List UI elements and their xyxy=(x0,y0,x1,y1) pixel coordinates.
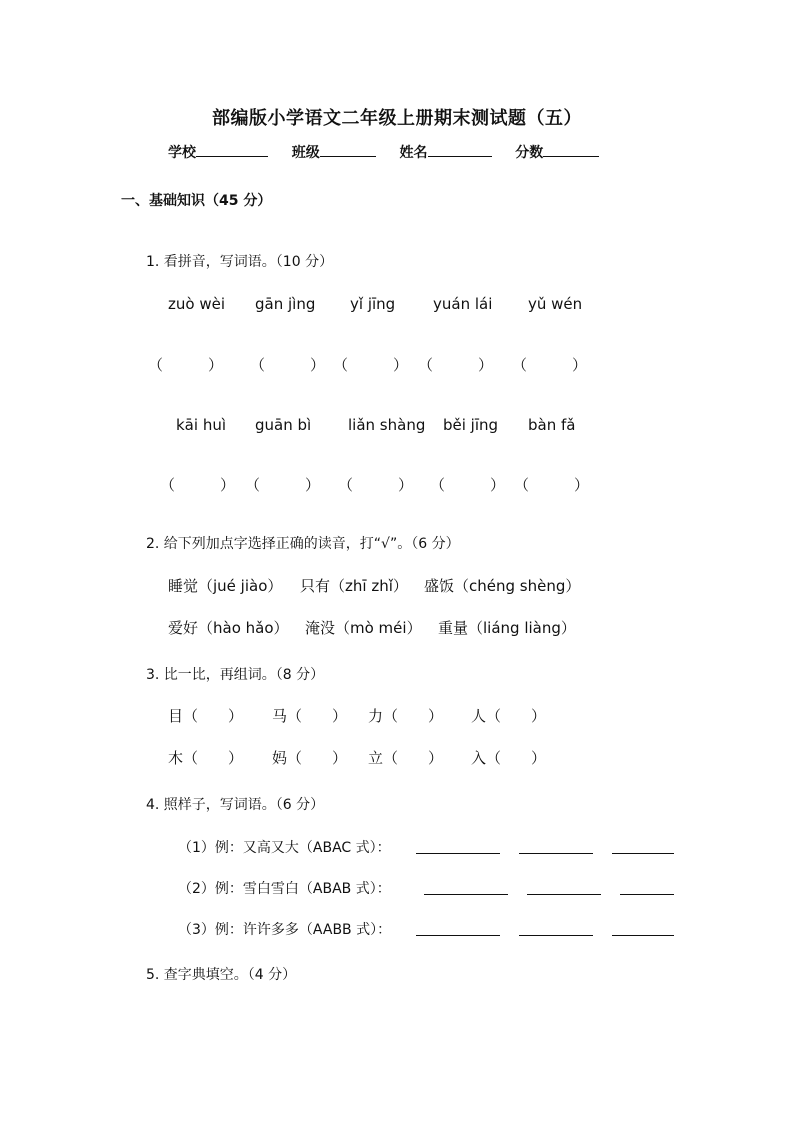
answer-line[interactable] xyxy=(527,882,601,895)
answer-blank[interactable]: （ ） xyxy=(514,476,590,494)
school-label: 学校 xyxy=(168,145,196,161)
answer-line[interactable] xyxy=(519,923,593,936)
answer-blank[interactable]: （ ） xyxy=(160,476,236,494)
compare-word-item[interactable]: 力（ ） xyxy=(368,707,444,725)
section-heading: 一、基础知识（45 分） xyxy=(121,193,272,209)
page-title: 部编版小学语文二年级上册期末测试题（五） xyxy=(212,108,582,129)
pinyin-item: kāi huì xyxy=(176,416,226,434)
answer-line[interactable] xyxy=(519,841,593,854)
answer-blank[interactable]: （ ） xyxy=(245,476,321,494)
answer-blank[interactable]: （ ） xyxy=(430,476,506,494)
reading-choice[interactable]: 爱好（hào hǎo） xyxy=(168,619,289,637)
answer-line[interactable] xyxy=(612,923,674,936)
score-field[interactable] xyxy=(543,142,599,157)
answer-blank[interactable]: （ ） xyxy=(250,356,326,374)
pinyin-item: guān bì xyxy=(255,416,312,434)
answer-blank[interactable]: （ ） xyxy=(333,356,409,374)
pinyin-item: bàn fǎ xyxy=(528,416,576,434)
answer-line[interactable] xyxy=(416,923,500,936)
example-item: （1）例：又高又大（ABAC 式）： xyxy=(178,840,391,856)
compare-word-item[interactable]: 妈（ ） xyxy=(272,749,348,767)
example-item: （3）例：许许多多（AABB 式）： xyxy=(178,922,392,938)
reading-choice[interactable]: 淹没（mò méi） xyxy=(305,619,422,637)
class-field[interactable] xyxy=(320,142,376,157)
reading-choice[interactable]: 重量（liáng liàng） xyxy=(438,619,576,637)
name-field[interactable] xyxy=(428,142,492,157)
answer-blank[interactable]: （ ） xyxy=(148,356,224,374)
reading-choice[interactable]: 只有（zhī zhǐ） xyxy=(300,577,408,595)
pinyin-item: yǐ jīng xyxy=(350,295,396,313)
pinyin-item: yǔ wén xyxy=(528,295,583,313)
compare-word-item[interactable]: 入（ ） xyxy=(471,749,547,767)
reading-choice[interactable]: 睡觉（jué jiào） xyxy=(168,577,283,595)
example-item: （2）例：雪白雪白（ABAB 式）： xyxy=(178,881,391,897)
answer-line[interactable] xyxy=(612,841,674,854)
pinyin-item: gān jìng xyxy=(255,295,316,313)
question-4-title: 4. 照样子，写词语。（6 分） xyxy=(146,797,325,813)
compare-word-item[interactable]: 木（ ） xyxy=(168,749,244,767)
pinyin-item: liǎn shàng xyxy=(348,416,426,434)
pinyin-item: yuán lái xyxy=(433,295,493,313)
student-info-row xyxy=(168,142,599,162)
answer-line[interactable] xyxy=(424,882,508,895)
reading-choice[interactable]: 盛饭（chéng shèng） xyxy=(424,577,581,595)
answer-line[interactable] xyxy=(620,882,674,895)
question-1-title: 1. 看拼音，写词语。（10 分） xyxy=(146,254,334,270)
class-label: 班级 xyxy=(291,145,320,161)
compare-word-item[interactable]: 目（ ） xyxy=(168,707,244,725)
compare-word-item[interactable]: 马（ ） xyxy=(272,707,348,725)
question-2-title: 2. 给下列加点字选择正确的读音，打“√”。（6 分） xyxy=(146,536,460,552)
score-label: 分数 xyxy=(515,145,544,161)
pinyin-item: běi jīng xyxy=(443,416,499,434)
question-5-title: 5. 查字典填空。（4 分） xyxy=(146,967,297,983)
answer-blank[interactable]: （ ） xyxy=(338,476,414,494)
answer-blank[interactable]: （ ） xyxy=(418,356,494,374)
answer-blank[interactable]: （ ） xyxy=(512,356,588,374)
school-field[interactable] xyxy=(196,142,268,157)
answer-line[interactable] xyxy=(416,841,500,854)
compare-word-item[interactable]: 人（ ） xyxy=(471,707,547,725)
pinyin-item: zuò wèi xyxy=(168,295,225,313)
compare-word-item[interactable]: 立（ ） xyxy=(368,749,444,767)
question-3-title: 3. 比一比，再组词。（8 分） xyxy=(146,667,325,683)
name-label: 姓名 xyxy=(399,145,428,161)
